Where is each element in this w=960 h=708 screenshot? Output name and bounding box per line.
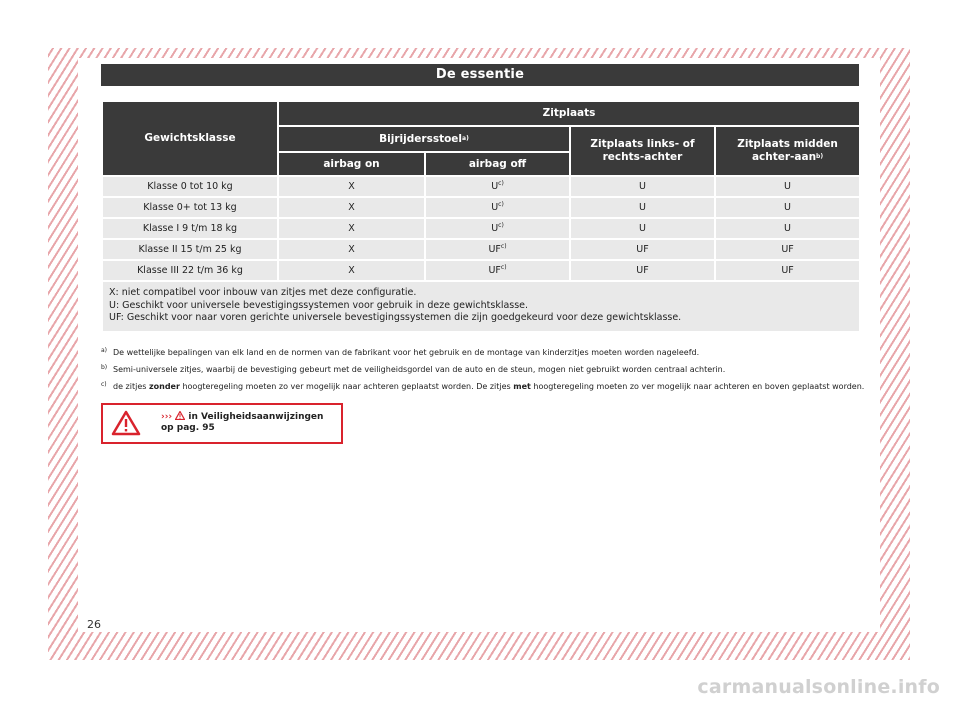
footnote-ref-a: a) <box>462 134 469 142</box>
cell-airbag-on: X <box>278 218 425 239</box>
footnote-c-mark: c) <box>101 381 107 388</box>
legend-line-u: U: Geschikt voor universele bevestigingssystemen voor gebruik in deze gewichtsklasse. <box>109 299 529 311</box>
cell-airbag-off <box>425 260 570 281</box>
header-weight-class: Gewichtsklasse <box>102 101 278 176</box>
cell-midden: UF <box>715 239 860 260</box>
header-midden-label: Zitplaats midden achter-aan <box>737 138 838 163</box>
footnote-ref-c: c) <box>498 201 504 208</box>
table-legend <box>102 281 860 332</box>
footnote-ref-c: c) <box>498 222 504 229</box>
footnote-a-text: De wettelijke bepalingen van elk land en de normen van de fabrikant voor het gebruik en de montage van kinderzitjes moeten worden nageleefd. <box>113 348 700 357</box>
cell-weight-class: Klasse III 22 t/m 36 kg <box>102 260 278 281</box>
legend-line-uf: UF: Geschikt voor naar voren gerichte universele bevestigingssystemen die zijn goedgekeurd voor deze gewichtsklasse. <box>109 312 682 323</box>
legend-line-x: X: niet compatibel voor inbouw van zitjes met deze configuratie. <box>109 287 417 298</box>
chevrons-icon: ››› <box>161 412 173 422</box>
cell-airbag-off-value: UF <box>488 265 501 276</box>
footnote-c-part2: hoogteregeling moeten zo ver mogelijk naar achteren geplaatst worden. De zitjes <box>179 382 514 391</box>
cell-midden: UF <box>715 260 860 281</box>
cell-airbag-off <box>425 239 570 260</box>
footnote-ref-b: b) <box>816 153 824 160</box>
cell-airbag-off <box>425 176 570 197</box>
cell-links-rechts: UF <box>570 239 715 260</box>
cell-airbag-off-value: U <box>491 181 499 192</box>
cell-links-rechts: UF <box>570 260 715 281</box>
cell-airbag-off <box>425 218 570 239</box>
small-warning-icon <box>175 411 185 420</box>
header-zitplaats: Zitplaats <box>278 101 860 126</box>
header-airbag-on: airbag on <box>278 152 425 176</box>
child-seat-table <box>101 100 861 333</box>
header-links-rechts: Zitplaats links- of rechts-achter <box>570 126 715 176</box>
header-bijrijdersstoel <box>278 126 570 152</box>
footnote-c-bold-zonder: zonder <box>148 382 180 391</box>
cell-links-rechts: U <box>570 218 715 239</box>
warning-link-text: in Veiligheidsaanwijzingen op pag. 95 <box>161 412 324 433</box>
cell-airbag-on: X <box>278 176 425 197</box>
table-row <box>102 260 860 281</box>
warning-link[interactable] <box>161 411 331 434</box>
cell-airbag-off-value: U <box>491 202 499 213</box>
cell-airbag-on: X <box>278 239 425 260</box>
footnote-c-text <box>113 381 864 392</box>
table-row <box>102 239 860 260</box>
footnote-a <box>101 347 871 358</box>
warning-triangle-icon <box>111 410 141 436</box>
cell-weight-class: Klasse 0+ tot 13 kg <box>102 197 278 218</box>
footnote-c-part1: de zitjes <box>113 382 149 391</box>
page-title: De essentie <box>101 64 859 86</box>
cell-airbag-off <box>425 197 570 218</box>
footnote-ref-c: c) <box>500 264 507 271</box>
cell-weight-class: Klasse I 9 t/m 18 kg <box>102 218 278 239</box>
cell-airbag-off-value: UF <box>488 244 501 255</box>
footnote-a-mark: a) <box>101 347 108 354</box>
cell-weight-class: Klasse II 15 t/m 25 kg <box>102 239 278 260</box>
cell-midden: U <box>715 197 860 218</box>
header-bijrijdersstoel-label: Bijrijdersstoel <box>379 132 463 145</box>
warning-box[interactable] <box>101 403 343 444</box>
cell-links-rechts: U <box>570 197 715 218</box>
footnotes <box>101 347 871 398</box>
footnote-ref-c: c) <box>500 243 507 250</box>
cell-midden: U <box>715 176 860 197</box>
header-airbag-off: airbag off <box>425 152 570 176</box>
cell-airbag-on: X <box>278 260 425 281</box>
footnote-b-text: Semi-universele zitjes, waarbij de bevestiging gebeurt met de veiligheidsgordel van de auto en de steun, mogen niet gebruikt worden centraal achterin. <box>113 365 726 374</box>
footnote-ref-c: c) <box>498 180 504 187</box>
footnote-b <box>101 364 871 375</box>
legend-row <box>102 281 860 332</box>
footnote-c-part3: hoogteregeling moeten zo ver mogelijk naar achteren en boven geplaatst worden. <box>530 382 865 391</box>
table-row <box>102 197 860 218</box>
cell-midden: U <box>715 218 860 239</box>
table-row <box>102 176 860 197</box>
cell-links-rechts: U <box>570 176 715 197</box>
footnote-c-bold-met: met <box>513 382 531 391</box>
footnote-b-mark: b) <box>101 364 108 371</box>
header-midden <box>715 126 860 176</box>
cell-weight-class: Klasse 0 tot 10 kg <box>102 176 278 197</box>
watermark: carmanualsonline.info <box>697 676 940 698</box>
footnote-c <box>101 381 871 392</box>
table-row <box>102 218 860 239</box>
page-number: 26 <box>87 618 101 631</box>
cell-airbag-off-value: U <box>491 223 499 234</box>
cell-airbag-on: X <box>278 197 425 218</box>
